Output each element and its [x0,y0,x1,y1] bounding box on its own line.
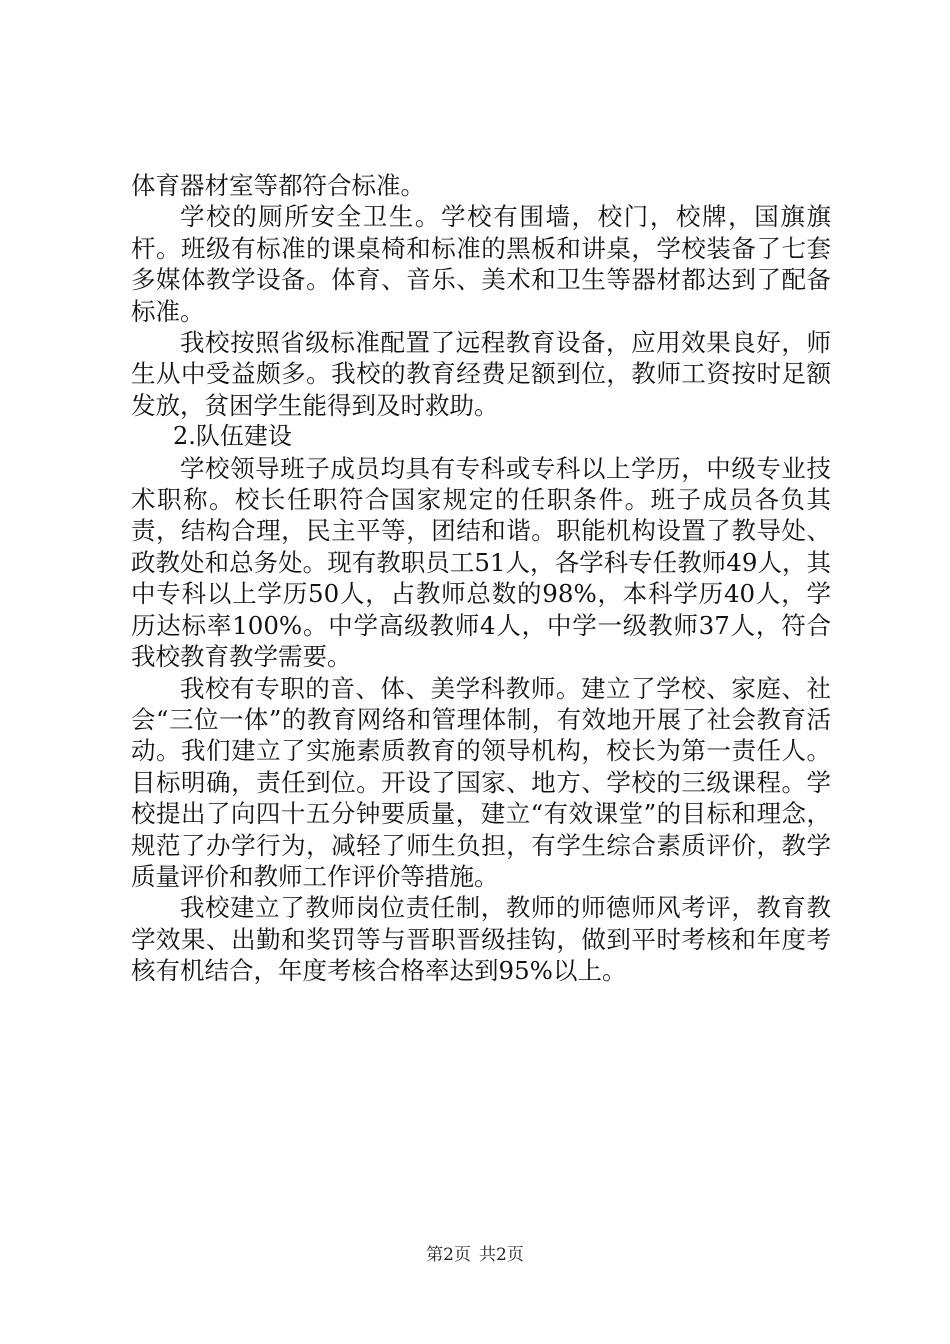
paragraph-staff: 学校领导班子成员均具有专科或专科以上学历，中级专业技术职称。校长任职符合国家规定的任职条件。班子成员各负其责，结构合理，民主平等，团结和谐。职能机构设置了教导处、政教处和总务处。现有教职员工51人，各学科专任教师49人，其中专科以上学历50人，占教师总数的98%，本科学历40人，学历达标率100%。中学高级教师4人，中学一级教师37人，符合我校教育教学需要。 [131,453,831,672]
paragraph-facilities: 学校的厕所安全卫生。学校有围墙，校门，校牌，国旗旗杆。班级有标准的课桌椅和标准的黑板和讲桌，学校装备了七套多媒体教学设备。体育、音乐、美术和卫生等器材都达到了配备标准。 [131,202,831,326]
section-heading: 2.队伍建设 [173,422,292,451]
paragraph-responsibility: 我校建立了教师岗位责任制，教师的师德师风考评，教育教学效果、出勤和奖罚等与晋职晋级挂钩，做到平时考核和年度考核有机结合，年度考核合格率达到95%以上。 [131,893,831,986]
page-number: 第2页 [426,1245,471,1265]
document-body [131,170,831,987]
page-total: 共2页 [479,1245,524,1265]
paragraph-remote-education: 我校按照省级标准配置了远程教育设备，应用效果良好，师生从中受益颇多。我校的教育经费足额到位，教师工资按时足额发放，贫困学生能得到及时救助。 [131,328,831,420]
paragraph-continuation: 体育器材室等都符合标准。 [131,171,425,200]
paragraph-quality-education: 我校有专职的音、体、美学科教师。建立了学校、家庭、社会“三位一体”的教育网络和管理体制，有效地开展了社会教育活动。我们建立了实施素质教育的领导机构，校长为第一责任人。目标明确，责任到位。开设了国家、地方、学校的三级课程。学校提出了向四十五分钟要质量，建立“有效课堂”的目标和理念，规范了办学行为，减轻了师生负担，有学生综合素质评价，教学质量评价和教师工作评价等措施。 [131,673,831,891]
page-footer [0,1244,950,1266]
